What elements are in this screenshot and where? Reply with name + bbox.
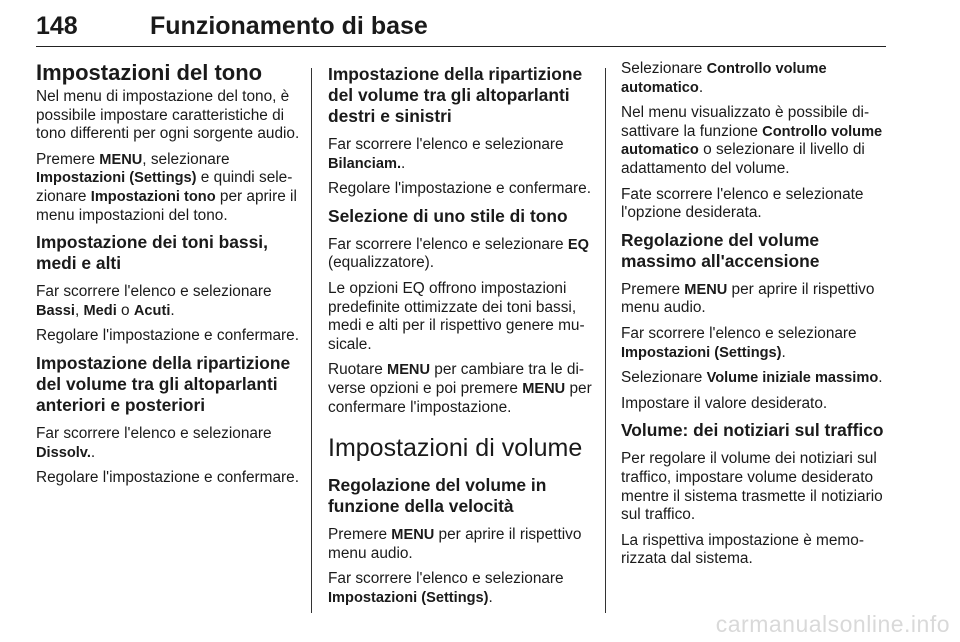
subsection-heading: Selezione di uno stile di tono (328, 205, 568, 226)
subsection-heading: Impostazione dei toni bassi, medi e alti (36, 232, 268, 274)
paragraph: Per regolare il volume dei notiziari sul traffico, impostare volume desiderato mentre il sistema trasmette il notiziario sul traffico. (621, 450, 883, 524)
column-3 (621, 60, 889, 576)
paragraph: Impostare il valore desiderato. (621, 394, 828, 412)
subsection-heading: Impostazione della ripartizione del volume tra gli altoparlanti anteriori e posteriori (36, 352, 291, 415)
paragraph: Far scorrere l'elenco e selezionare Impostazioni (Settings). (328, 570, 564, 606)
paragraph: Nel menu visualizzato è possibile disattivare la funzione Controllo volume automatico o selezionare il livello di adattamento del volume. (621, 104, 883, 177)
paragraph: Premere MENU per aprire il rispettivo menu audio. (328, 526, 582, 562)
paragraph: La rispettiva impostazione è memorizzata dal sistema. (621, 531, 864, 568)
subsection-heading: Regolazione del volume in funzione della velocità (328, 475, 547, 517)
paragraph: Far scorrere l'elenco e selezionare Impostazioni (Settings). (621, 324, 857, 361)
paragraph: Premere MENU per aprire il rispettivo menu audio. (621, 280, 875, 317)
paragraph: Le opzioni EQ offrono impostazioni predefinite ottimizzate dei toni bassi, medi e alti per il rispettivo genere musicale. (328, 279, 585, 353)
page-number: 148 (36, 12, 78, 40)
chapter-heading: Impostazioni di volume (328, 434, 583, 463)
subsection-heading: Impostazione della ripartizione del volume tra gli altoparlanti destri e sinistri (328, 64, 583, 126)
watermark: carmanualsonline.info (715, 611, 950, 637)
paragraph: Selezionare Volume iniziale massimo. (621, 369, 883, 387)
paragraph: Regolare l'impostazione e confermare. (36, 327, 300, 345)
paragraph: Premere MENU, selezionare Impostazioni (Settings) e quindi selezionare Impostazioni tono per aprire il menu impostazioni del tono. (36, 150, 297, 224)
page-header (36, 10, 886, 47)
paragraph: Ruotare MENU per cambiare tra le diverse opzioni e poi premere MENU per confermare l'impostazione. (328, 361, 592, 416)
column-divider (311, 68, 312, 613)
column-divider (605, 68, 606, 613)
paragraph: Far scorrere l'elenco e selezionare Bilanciam.. (328, 136, 564, 172)
subsection-heading: Regolazione del volume massimo all'accensione (621, 229, 820, 271)
column-1 (36, 60, 304, 495)
paragraph: Selezionare Controllo volume automatico. (621, 60, 827, 96)
paragraph: Far scorrere l'elenco e selezionare EQ (equalizzatore). (328, 235, 589, 272)
paragraph: Fate scorrere l'elenco e selezionate l'opzione desiderata. (621, 185, 864, 222)
paragraph: Nel menu di impostazione del tono, è possibile impostare caratteristiche di tono differenti per ogni sorgente audio. (36, 88, 300, 143)
paragraph: Regolare l'impostazione e confermare. (328, 180, 592, 198)
column-2 (328, 60, 596, 615)
paragraph: Far scorrere l'elenco e selezionare Bassi, Medi o Acuti. (36, 283, 272, 319)
subsection-heading: Volume: dei notiziari sul traffico (621, 420, 884, 441)
section-heading: Impostazioni del tono (36, 60, 263, 85)
running-head: Funzionamento di base (150, 12, 428, 40)
paragraph: Regolare l'impostazione e confermare. (36, 469, 300, 487)
paragraph: Far scorrere l'elenco e selezionare Dissolv.. (36, 424, 272, 461)
